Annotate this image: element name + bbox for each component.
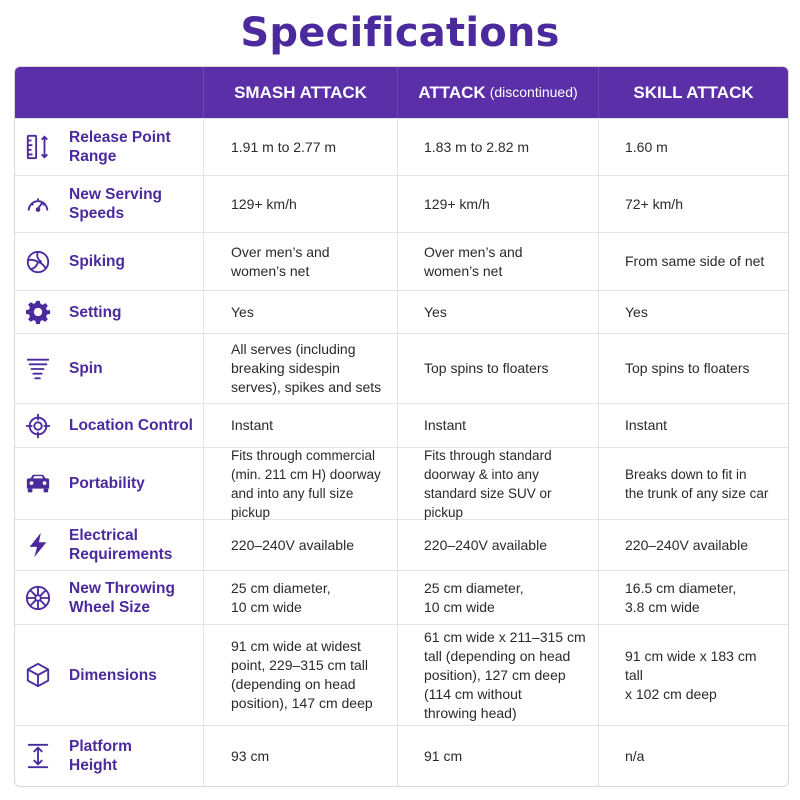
- spec-table: [14, 66, 789, 787]
- feature-label: Location Control: [69, 417, 193, 434]
- page-title: Specifications: [240, 10, 560, 56]
- table-row: [15, 447, 788, 519]
- skill-attack-value: From same side of net: [598, 233, 788, 290]
- smash-attack-value: Instant: [203, 404, 397, 447]
- feature-label: Platform Height: [69, 738, 132, 774]
- feature-cell: [15, 625, 203, 725]
- smash-attack-value: Fits through commercial (min. 211 cm H) doorway and into any full size pickup: [203, 448, 397, 519]
- wheel-icon: [25, 582, 51, 614]
- tornado-icon: [25, 353, 51, 385]
- skill-attack-value: 72+ km/h: [598, 176, 788, 232]
- feature-label: New Throwing Wheel Size: [69, 579, 175, 616]
- attack-value: Instant: [397, 404, 598, 447]
- smash-attack-value: All serves (including breaking sidespin serves), spikes and sets: [203, 334, 397, 403]
- feature-label: Spiking: [69, 253, 125, 270]
- table-row: [15, 232, 788, 290]
- height-icon: [25, 740, 51, 772]
- feature-label: Spin: [69, 360, 103, 377]
- feature-cell: [15, 520, 203, 570]
- speedometer-icon: [25, 188, 51, 220]
- skill-attack-value: Top spins to floaters: [598, 334, 788, 403]
- header-skill-attack: SKILL ATTACK: [598, 67, 788, 118]
- feature-cell: [15, 291, 203, 333]
- feature-label: Portability: [69, 475, 145, 492]
- attack-value: Fits through standard doorway & into any standard size SUV or pickup: [397, 448, 598, 519]
- table-header: [15, 67, 788, 118]
- lightning-icon: [25, 529, 51, 561]
- table-row: [15, 725, 788, 786]
- car-icon: [25, 468, 51, 500]
- header-feature-cell: [15, 67, 203, 118]
- header-attack-note: (discontinued): [489, 84, 578, 100]
- feature-cell: [15, 334, 203, 403]
- feature-label: New Serving Speeds: [69, 186, 163, 222]
- smash-attack-value: 25 cm diameter, 10 cm wide: [203, 571, 397, 624]
- attack-value: Over men’s and women’s net: [397, 233, 598, 290]
- table-row: [15, 333, 788, 403]
- table-row: [15, 403, 788, 447]
- skill-attack-value: 220–240V available: [598, 520, 788, 570]
- table-row: [15, 118, 788, 175]
- attack-value: Yes: [397, 291, 598, 333]
- feature-cell: [15, 571, 203, 624]
- attack-value: 25 cm diameter, 10 cm wide: [397, 571, 598, 624]
- smash-attack-value: Over men’s and women’s net: [203, 233, 397, 290]
- skill-attack-value: n/a: [598, 726, 788, 786]
- feature-label: Dimensions: [69, 666, 157, 684]
- smash-attack-value: 220–240V available: [203, 520, 397, 570]
- table-row: [15, 175, 788, 232]
- smash-attack-value: 129+ km/h: [203, 176, 397, 232]
- feature-cell: [15, 233, 203, 290]
- crosshair-icon: [25, 410, 51, 442]
- gear-icon: [25, 296, 51, 328]
- feature-cell: [15, 176, 203, 232]
- skill-attack-value: 1.60 m: [598, 119, 788, 175]
- table-row: [15, 624, 788, 725]
- feature-cell: [15, 448, 203, 519]
- attack-value: 129+ km/h: [397, 176, 598, 232]
- volleyball-icon: [25, 246, 51, 278]
- attack-value: Top spins to floaters: [397, 334, 598, 403]
- skill-attack-value: 16.5 cm diameter, 3.8 cm wide: [598, 571, 788, 624]
- attack-value: 91 cm: [397, 726, 598, 786]
- skill-attack-value: Yes: [598, 291, 788, 333]
- skill-attack-value: Instant: [598, 404, 788, 447]
- attack-value: 61 cm wide x 211–315 cm tall (depending on head position), 127 cm deep (114 cm without throwing head): [397, 625, 598, 725]
- feature-cell: [15, 119, 203, 175]
- table-row: [15, 570, 788, 624]
- cube-icon: [25, 659, 51, 691]
- feature-label: Setting: [69, 303, 122, 321]
- feature-label: Electrical Requirements: [69, 527, 173, 563]
- feature-cell: [15, 726, 203, 786]
- smash-attack-value: Yes: [203, 291, 397, 333]
- header-attack-label: ATTACK: [418, 83, 486, 102]
- header-smash-attack: SMASH ATTACK: [203, 67, 397, 118]
- smash-attack-value: 91 cm wide at widest point, 229–315 cm tall (depending on head position), 147 cm deep: [203, 625, 397, 725]
- attack-value: 220–240V available: [397, 520, 598, 570]
- table-row: [15, 519, 788, 570]
- table-row: [15, 290, 788, 333]
- skill-attack-value: 91 cm wide x 183 cm tall x 102 cm deep: [598, 625, 788, 725]
- feature-cell: [15, 404, 203, 447]
- attack-value: 1.83 m to 2.82 m: [397, 119, 598, 175]
- header-attack: [397, 67, 598, 118]
- skill-attack-value: Breaks down to fit in the trunk of any size car: [598, 448, 788, 519]
- smash-attack-value: 1.91 m to 2.77 m: [203, 119, 397, 175]
- feature-label: Release Point Range: [69, 129, 171, 165]
- smash-attack-value: 93 cm: [203, 726, 397, 786]
- ruler-icon: [25, 131, 51, 163]
